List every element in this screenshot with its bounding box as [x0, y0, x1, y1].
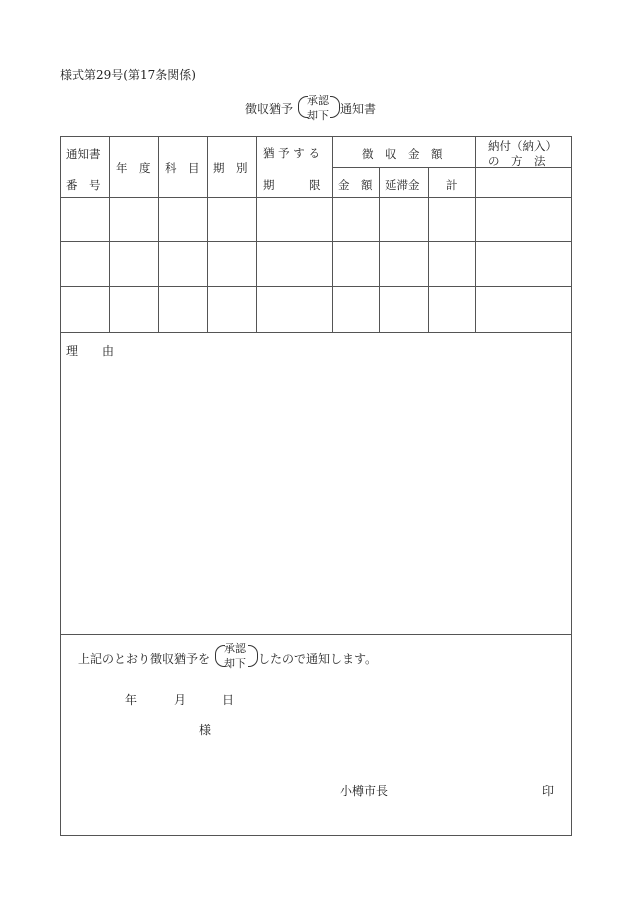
- header-collection-amount: 徴 収 金 額: [362, 147, 443, 161]
- notice-prefix: 上記のとおり徴収猶予を: [78, 652, 211, 666]
- header-notice-number-bottom: 番 号: [66, 178, 101, 192]
- header-payment-method-top: 納付（納入）: [488, 139, 557, 153]
- header-notice-number-top: 通知書: [66, 147, 101, 161]
- header-late-fee: 延滞金: [385, 178, 420, 192]
- title-suffix: 通知書: [340, 102, 377, 116]
- notice-suffix: したので通知します。: [258, 652, 378, 666]
- notice-option-approve: 承認: [224, 642, 246, 655]
- date-month: 月: [174, 693, 187, 707]
- form-number-label: 様式第29号(第17条関係): [60, 68, 196, 82]
- header-fiscal-year: 年 度: [116, 161, 151, 175]
- header-installment: 期 別: [213, 161, 248, 175]
- header-payment-method-bottom: の 方 法: [488, 154, 546, 168]
- reason-label: 理 由: [66, 344, 121, 358]
- title-option-reject: 却下: [307, 109, 329, 122]
- header-deferral-top: 猶 予 す る: [263, 146, 320, 160]
- title-prefix: 徴収猶予: [245, 102, 294, 116]
- date-day: 日: [222, 693, 235, 707]
- header-deferral-bottom: 期 限: [263, 178, 321, 192]
- date-year: 年: [125, 693, 138, 707]
- header-principal: 金 額: [338, 178, 373, 192]
- header-total: 計: [446, 178, 458, 192]
- title-option-approve: 承認: [307, 94, 329, 107]
- header-tax-item: 科 目: [165, 161, 200, 175]
- issuer-name: 小樽市長: [340, 784, 389, 798]
- notice-option-reject: 却下: [224, 657, 246, 670]
- seal-mark: 印: [542, 784, 555, 798]
- addressee-honorific: 様: [199, 723, 212, 737]
